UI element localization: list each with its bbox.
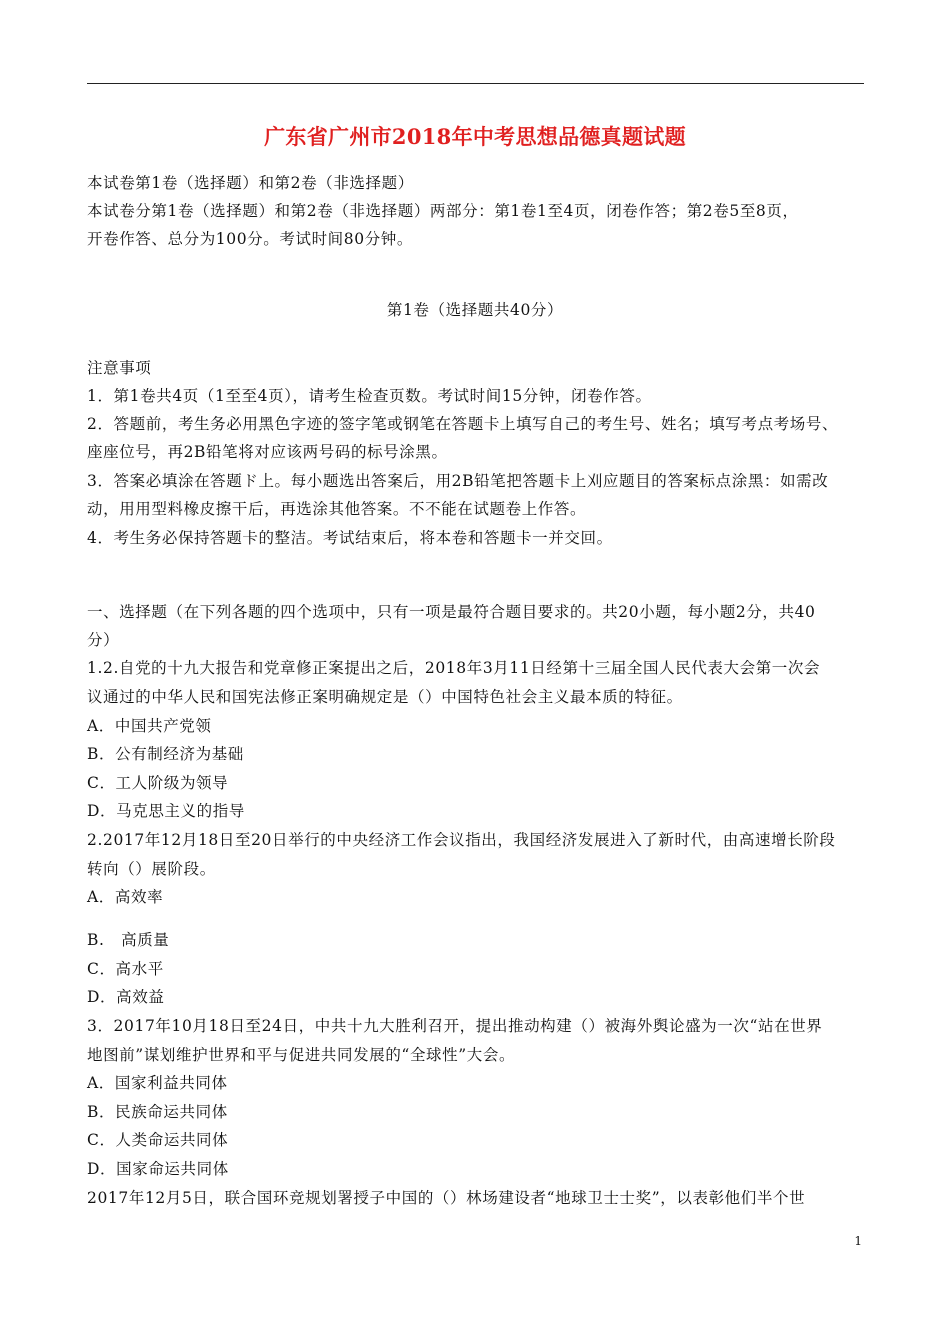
- question-stem: 1.2.自党的十九大报告和党章修正案提出之后，2018年3月11日经第十三届全国人民代表大会第一次会: [87, 659, 821, 677]
- note-line: 4．考生务必保持答题卡的整洁。考试结束后，将本卷和答题卡一并交回。: [87, 529, 613, 547]
- answer-option: D．高效益: [87, 988, 165, 1006]
- question-stem: 转向（）展阶段。: [87, 860, 216, 878]
- answer-option: B．公有制经济为基础: [87, 745, 244, 763]
- intro-line: 本试卷分第1卷（选择题）和第2卷（非选择题）两部分：第1卷1至4页，闭卷作答；第2卷5至8页，: [87, 202, 799, 220]
- question-stem: 2.2017年12月18日至20日举行的中央经济工作会议指出，我国经济发展进入了新时代，由高速增长阶段: [87, 831, 836, 849]
- note-line: 1．第1卷共4页（1至至4页），请考生检查页数。考试时间15分钟，闭卷作答。: [87, 387, 652, 405]
- note-line: 座座位号，再2B铅笔将对应该两号码的标号涂黑。: [87, 443, 448, 461]
- intro-line: 开卷作答、总分为100分。考试时间80分钟。: [87, 230, 414, 248]
- page-number: 1: [854, 1234, 862, 1248]
- answer-option: B．民族命运共同体: [87, 1103, 228, 1121]
- part-heading: 分）: [87, 631, 120, 649]
- note-line: 动，用用型料橡皮擦干后，再选涂其他答案。不不能在试题卷上作答。: [87, 500, 587, 518]
- section-heading: 第1卷（选择题共40分）: [386, 301, 564, 319]
- answer-option: B. 高质量: [87, 931, 170, 949]
- question-stem: 议通过的中华人民和国宪法修正案明确规定是（）中国特色社会主义最本质的特征。: [87, 688, 683, 706]
- document-title: 广东省广州市2018年中考思想品德真题试题: [264, 124, 686, 149]
- header-rule: [87, 83, 864, 84]
- part-heading: 一、选择题（在下列各题的四个选项中，只有一项是最符合题目要求的。共20小题，每小题2分，共40: [87, 603, 816, 621]
- answer-option: A．中国共产党领: [87, 717, 212, 735]
- question-stem: 2017年12月5日，联合国环竞规划署授子中国的（）林场建设者“地球卫士士奖”，以表彰他们半个世: [87, 1189, 806, 1207]
- note-line: 3．答案必填涂在答题ド上。每小题选出答案后，用2B铅笔把答题卡上刈应题目的答案标点涂黑：如需改: [87, 472, 829, 490]
- answer-option: C．人类命运共同体: [87, 1131, 229, 1149]
- answer-option: C．工人阶级为领导: [87, 774, 229, 792]
- answer-option: A．高效率: [87, 888, 164, 906]
- note-line: 2．答题前，考生务必用黑色字迹的签字笔或钢笔在答题卡上填写自己的考生号、姓名；填写考点考场号、: [87, 415, 839, 433]
- intro-line: 本试卷第1卷（选择题）和第2卷（非选择题）: [87, 174, 414, 192]
- answer-option: D．马克思主义的指导: [87, 802, 245, 820]
- question-stem: 地图前”谋划维护世界和平与促进共同发展的“全球性”大会。: [87, 1046, 516, 1064]
- answer-option: C．高水平: [87, 960, 164, 978]
- answer-option: A．国家利益共同体: [87, 1074, 228, 1092]
- notes-heading: 注意事项: [87, 359, 152, 377]
- answer-option: D．国家命运共同体: [87, 1160, 229, 1178]
- question-stem: 3．2017年10月18日至24日，中共十九大胜利召开，提出推动构建（）被海外舆论盛为一次“站在世界: [87, 1017, 823, 1035]
